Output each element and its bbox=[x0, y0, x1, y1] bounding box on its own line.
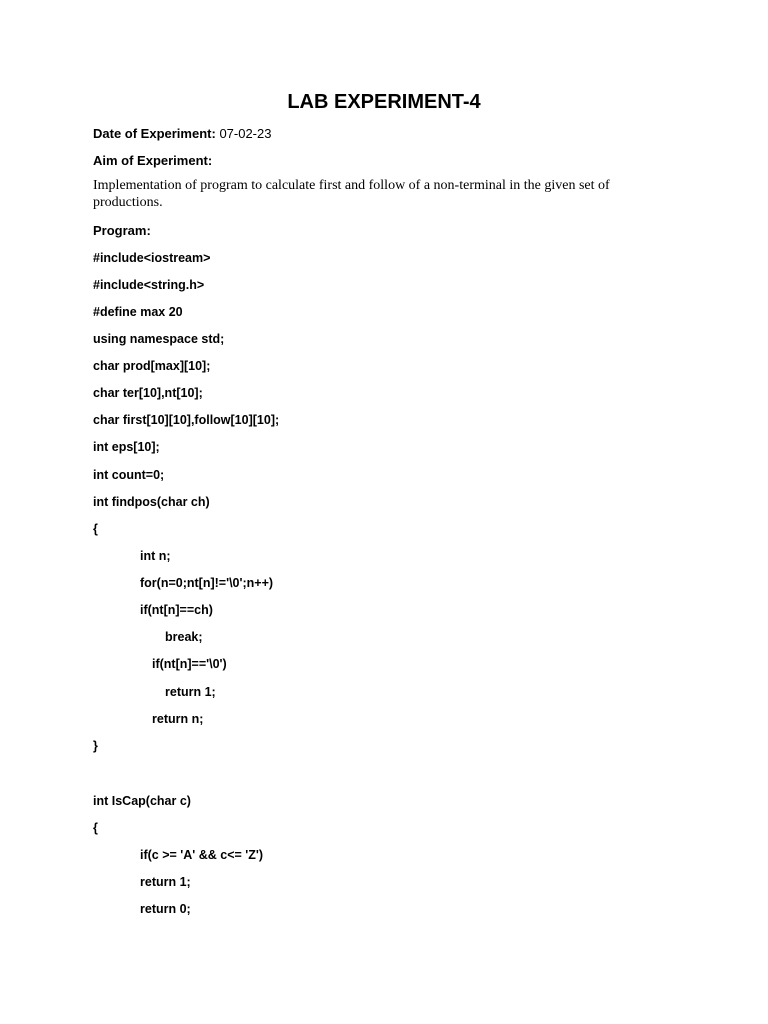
aim-text: Implementation of program to calculate first and follow of a non-terminal in the given set of productions. bbox=[93, 178, 610, 210]
code-line: int n; bbox=[140, 549, 171, 563]
code-line: #define max 20 bbox=[93, 305, 183, 319]
date-value: 07-02-23 bbox=[219, 126, 272, 141]
code-line: return 1; bbox=[165, 685, 216, 699]
code-line: } bbox=[93, 739, 98, 753]
code-line: #include<iostream> bbox=[93, 251, 211, 265]
page-title: LAB EXPERIMENT-4 bbox=[287, 91, 481, 113]
code-line: char ter[10],nt[10]; bbox=[93, 386, 203, 400]
code-line: { bbox=[93, 522, 98, 536]
code-line: break; bbox=[165, 630, 203, 644]
code-line: if(nt[n]==ch) bbox=[140, 603, 213, 617]
code-line: { bbox=[93, 821, 98, 835]
aim-label: Aim of Experiment: bbox=[93, 153, 213, 168]
code-line: if(nt[n]=='\0') bbox=[152, 657, 227, 671]
code-line: for(n=0;nt[n]!='\0';n++) bbox=[140, 576, 274, 590]
code-line: return n; bbox=[152, 712, 204, 726]
date-label: Date of Experiment: bbox=[93, 126, 216, 141]
code-line: #include<string.h> bbox=[93, 278, 205, 292]
code-line: int count=0; bbox=[93, 468, 165, 482]
code-line: int findpos(char ch) bbox=[93, 495, 210, 509]
code-line: if(c >= 'A' && c<= 'Z') bbox=[140, 848, 264, 862]
code-line: int IsCap(char c) bbox=[93, 794, 191, 808]
program-heading bbox=[93, 222, 151, 240]
program-label: Program: bbox=[93, 223, 151, 238]
code-line: using namespace std; bbox=[93, 332, 225, 346]
code-line: char first[10][10],follow[10][10]; bbox=[93, 413, 280, 427]
aim-heading bbox=[93, 152, 212, 170]
code-line: char prod[max][10]; bbox=[93, 359, 211, 373]
code-line: return 1; bbox=[140, 875, 191, 889]
date-row bbox=[93, 125, 271, 143]
code-line: return 0; bbox=[140, 902, 191, 916]
code-line: int eps[10]; bbox=[93, 440, 160, 454]
